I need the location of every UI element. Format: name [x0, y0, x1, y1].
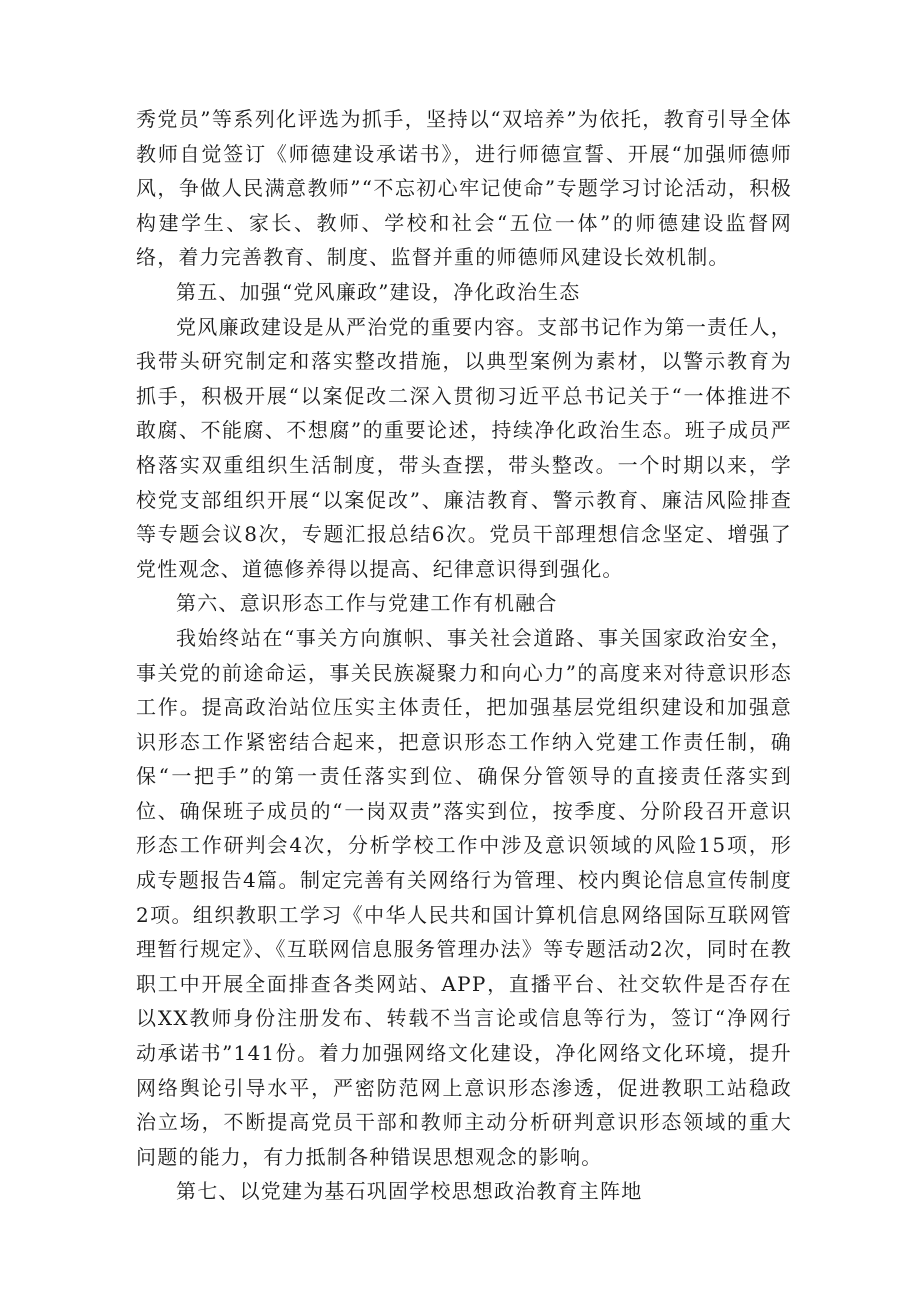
paragraph-party-integrity: 党风廉政建设是从严治党的重要内容。支部书记作为第一责任人，我带头研究制定和落实整改措施，以典型案例为素材，以警示教育为抓手，积极开展“以案促改二深入贯彻习近平总书记关于“一体推进不敢腐、不能腐、不想腐”的重要论述，持续净化政治生态。班子成员严格落实双重组织生活制度，带头查摆，带头整改。一个时期以来，学校党支部组织开展“以案促改”、廉洁教育、警示教育、廉洁风险排查等专题会议8次，专题汇报总结6次。党员干部理想信念坚定、增强了党性观念、道德修养得以提高、纪律意识得到强化。: [136, 314, 792, 581]
paragraph-teacher-ethics-continued: 秀党员”等系列化评选为抓手，坚持以“双培养”为依托，教育引导全体教师自觉签订《师德建设承诺书》，进行师德宣誓、开展“加强师德师风，争做人民满意教师”“不忘初心牢记使命”专题学习讨论活动，积极构建学生、家长、教师、学校和社会“五位一体”的师德建设监督网络，着力完善教育、制度、监督并重的师德师风建设长效机制。: [136, 107, 792, 270]
document-page: [136, 102, 792, 1209]
heading-section-five: 第五、加强“党风廉政”建设，净化政治生态: [176, 279, 581, 304]
heading-section-six: 第六、意识形态工作与党建工作有机融合: [176, 591, 558, 616]
heading-section-seven: 第七、以党建为基石巩固学校思想政治教育主阵地: [176, 1179, 643, 1204]
paragraph-ideology-work: 我始终站在“事关方向旗帜、事关社会道路、事关国家政治安全，事关党的前途命运，事关民族凝聚力和向心力”的高度来对待意识形态工作。提高政治站位压实主体责任，把加强基层党组织建设和加强意识形态工作紧密结合起来，把意识形态工作纳入党建工作责任制，确保“一把手”的第一责任落实到位、确保分管领导的直接责任落实到位、确保班子成员的“一岗双责”落实到位，按季度、分阶段召开意识形态工作研判会4次，分析学校工作中涉及意识领域的风险15项，形成专题报告4篇。制定完善有关网络行为管理、校内舆论信息宣传制度2项。组织教职工学习《中华人民共和国计算机信息网络国际互联网管理暂行规定》、《互联网信息服务管理办法》等专题活动2次，同时在教职工中开展全面排查各类网站、APP，直播平台、社交软件是否存在以XX教师身份注册发布、转载不当言论或信息等行为，签订“净网行动承诺书”141份。着力加强网络文化建设，净化网络文化环境，提升网络舆论引导水平，严密防范网上意识形态渗透，促进教职工站稳政治立场，不断提高党员干部和教师主动分析研判意识形态领域的重大问题的能力，有力抵制各种错误思想观念的影响。: [136, 625, 792, 1169]
